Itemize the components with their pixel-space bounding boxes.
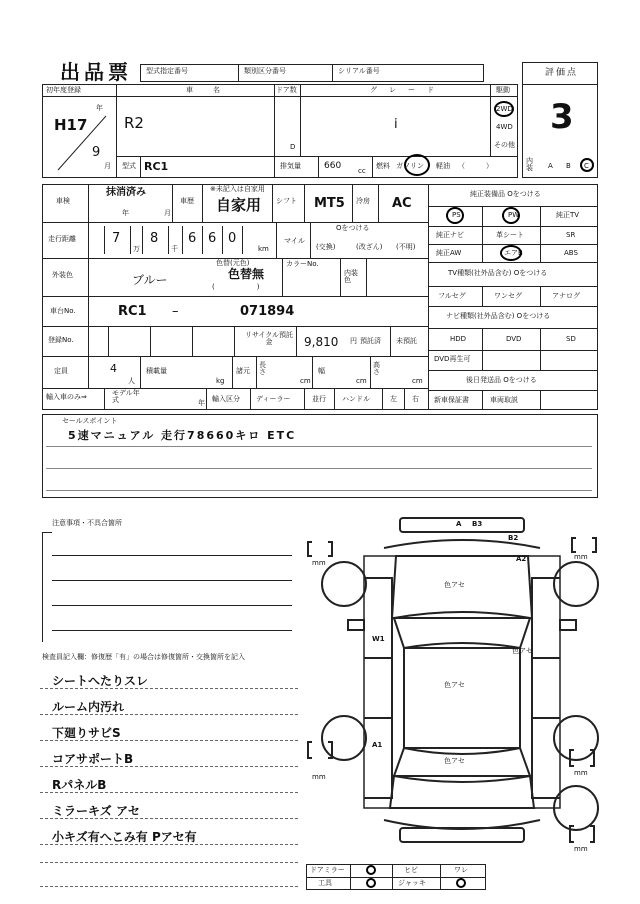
interior-c: C <box>584 162 589 170</box>
after-title: 後日発送品 Oをつける <box>466 376 537 384</box>
remark-item: シートへたりスレ <box>52 674 149 688</box>
interior-label: 内装 <box>526 157 533 172</box>
tv-title: TV種類(社外品含む) Oをつける <box>448 269 548 277</box>
recycle-not-deposited: 未預託 <box>396 337 417 345</box>
fuel-paren: （ ） <box>458 162 493 170</box>
color-change-value: 色替無 <box>228 267 265 281</box>
mileage-label: 走行距離 <box>48 235 76 243</box>
option-sr: SR <box>566 231 576 239</box>
import-model-year: モデル年式 <box>112 389 140 404</box>
car-type: RC1 <box>144 160 169 173</box>
navi-hdd: HDD <box>450 335 467 343</box>
color-label: 外装色 <box>52 271 73 279</box>
notes-label: 注意事項・不具合箇所 <box>52 519 122 527</box>
doors-unit: D <box>290 143 296 151</box>
import-left: 左 <box>390 395 397 403</box>
mileage-opt3: (不明) <box>396 243 416 251</box>
dims-label: 諸元 <box>236 367 250 375</box>
diagram-mm-5: mm <box>574 845 588 853</box>
color-no-label: カラーNo. <box>286 260 319 268</box>
inspection-label: 車検 <box>56 197 70 205</box>
grade-label: グレード <box>370 86 446 94</box>
diagram-mm-1: mm <box>312 559 326 567</box>
interior-a: A <box>548 162 553 170</box>
shift-label: シフト <box>276 197 297 205</box>
option-ps: PS <box>452 211 461 219</box>
mileage-sen: 千 <box>171 245 178 253</box>
fuel-label: 燃料 <box>376 162 390 170</box>
diagram-mm-3: mm <box>312 773 326 781</box>
import-year: 年 <box>198 399 205 407</box>
history-value: 自家用 <box>216 196 262 214</box>
tool-mirror-circle <box>366 865 376 875</box>
sales-point-text: 5速マニュアル 走行78660キロ ETC <box>68 429 297 442</box>
reg-month-suffix: 月 <box>104 162 111 170</box>
drive-4wd: 4WD <box>496 123 513 131</box>
navi-title: ナビ種類(社外品含む) Oをつける <box>446 312 551 320</box>
tool-door-mirror: ドアミラー <box>310 866 345 874</box>
interior-color-label: 内装色 <box>344 269 358 284</box>
mileage-digit-1: 7 <box>112 231 121 246</box>
remark-underline <box>40 740 298 741</box>
dims-length-unit: cm <box>300 377 311 385</box>
remark-item: ルーム内汚れ <box>52 700 125 714</box>
interior-b: B <box>566 162 571 170</box>
remark-underline <box>40 818 298 819</box>
import-label: 輸入車のみ⇒ <box>46 393 87 401</box>
tv-fullseg: フルセグ <box>438 292 466 300</box>
car-type-label: 型式 <box>122 162 136 170</box>
dims-height-unit: cm <box>412 377 423 385</box>
chassis-number: 071894 <box>240 304 295 319</box>
tool-jack-circle <box>456 878 466 888</box>
mileage-km: km <box>258 245 269 253</box>
ac-value: AC <box>392 196 412 211</box>
shift-value: MT5 <box>314 196 345 211</box>
diagram-mm-2: mm <box>574 553 588 561</box>
diagram-label-a2: A2 <box>516 555 527 563</box>
remark-underline <box>40 714 298 715</box>
tool-split: ワレ <box>454 866 468 874</box>
import-category: 輸入区分 <box>212 395 240 403</box>
navi-sd: SD <box>566 335 576 343</box>
serial-label: シリアル番号 <box>338 67 380 75</box>
reg-year-suffix: 年 <box>96 104 103 112</box>
category-label: 類別区分番号 <box>244 67 286 75</box>
reg-diagonal <box>54 112 110 174</box>
dims-width-unit: cm <box>356 377 367 385</box>
inspection-year: 年 <box>122 209 129 217</box>
remark-underline <box>40 844 298 845</box>
diagram-label-b2: B2 <box>508 534 519 542</box>
mileage-man: 万 <box>133 245 140 253</box>
header-fields <box>140 64 484 82</box>
reg-month: 9 <box>92 145 101 160</box>
color-change-label: 色替(元色) <box>216 259 250 267</box>
option-pw: PW <box>508 211 520 219</box>
recycle-unit: 円 <box>350 337 357 345</box>
diagram-fade-right: 色アセ <box>512 647 533 655</box>
displacement-value: 660 <box>324 161 342 171</box>
recycle-deposited: 預託済 <box>360 337 381 345</box>
option-airbag-circle <box>500 245 522 261</box>
diagram-label-w1: W1 <box>372 635 385 643</box>
option-navi: 純正ナビ <box>436 231 464 239</box>
import-parallel: 並行 <box>312 395 326 403</box>
diagram-fade-roof: 色アセ <box>444 681 465 689</box>
score-value: 3 <box>550 97 574 137</box>
mileage-digit-3: 6 <box>188 231 197 246</box>
drive-other: その他 <box>494 141 515 149</box>
score-label: 評価点 <box>545 68 579 78</box>
history-label: 車歴 <box>180 197 194 205</box>
after-manual: 車両取説 <box>490 396 518 404</box>
chassis-dash: – <box>172 304 179 319</box>
ac-label: 冷房 <box>356 197 370 205</box>
option-pw-circle <box>502 207 520 224</box>
diagram-label-b3: B3 <box>472 520 483 528</box>
diagram-fade-hood: 色アセ <box>444 581 465 589</box>
remark-item: RパネルB <box>52 778 107 792</box>
option-airbag: エアB <box>504 249 523 257</box>
drive-label: 駆動 <box>496 86 510 94</box>
mileage-digit-2: 8 <box>150 231 159 246</box>
interior-c-circle <box>580 158 594 172</box>
color-paren: ( ) <box>212 283 260 291</box>
recycle-label: リサイクル預託金 <box>244 331 294 346</box>
remark-item: 下廻りサビS <box>52 726 121 740</box>
capacity-value: 4 <box>110 362 117 375</box>
tv-oneseg: ワンセグ <box>494 292 522 300</box>
history-note: ※未記入は自家用 <box>210 185 265 193</box>
displacement-label: 排気量 <box>280 162 301 170</box>
recycle-value: 9,810 <box>304 335 339 349</box>
options-title: 純正装備品 Oをつける <box>470 190 541 198</box>
option-tv: 純正TV <box>556 211 580 219</box>
after-warranty: 新車保証書 <box>434 396 469 404</box>
car-name: R2 <box>124 114 144 132</box>
sales-point-label: セールスポイント <box>62 417 118 425</box>
mileage-circle-note: Oをつける <box>336 224 370 232</box>
dims-length: 長さ <box>259 361 266 376</box>
tool-crack: ヒビ <box>404 866 418 874</box>
option-leather: 革シート <box>496 231 524 239</box>
displacement-unit: cc <box>358 167 366 175</box>
form-title: 出品票 <box>60 60 132 84</box>
diagram-label-a1: A1 <box>372 741 383 749</box>
inspection-month: 月 <box>164 209 171 217</box>
fuel-diesel: 軽油 <box>436 162 450 170</box>
dvd-playback: DVD再生可 <box>434 355 471 363</box>
doors-label: ドア数 <box>276 86 297 94</box>
drive-2wd-circle <box>494 101 514 117</box>
mileage-opt1: (交換) <box>316 243 336 251</box>
fuel-gasoline-circle <box>404 154 430 176</box>
import-dealer: ディーラー <box>256 395 291 403</box>
diagram-label-a: A <box>456 520 462 528</box>
reg-era: H17 <box>54 116 88 134</box>
grade-value: i <box>394 117 398 132</box>
dims-height: 高さ <box>373 361 380 376</box>
load-unit: kg <box>216 377 225 385</box>
tv-analog: アナログ <box>552 292 580 300</box>
tool-tool-circle <box>366 878 376 888</box>
model-cert-label: 型式指定番号 <box>146 67 188 75</box>
diagram-fade-trunk: 色アセ <box>444 757 465 765</box>
remark-item: ミラーキズ アセ <box>52 804 140 818</box>
capacity-unit: 人 <box>128 377 135 385</box>
color-value: ブルー <box>132 273 168 287</box>
remark-item: コアサポートB <box>52 752 134 766</box>
car-name-label: 車名 <box>186 86 240 94</box>
navi-dvd: DVD <box>506 335 522 343</box>
import-handle: ハンドル <box>342 395 370 403</box>
registration-label: 登録No. <box>48 336 74 344</box>
dims-width: 幅 <box>318 367 325 375</box>
mileage-digit-4: 6 <box>208 231 217 246</box>
option-abs: ABS <box>564 249 578 257</box>
load-label: 積載量 <box>146 367 167 375</box>
diagram-mm-4: mm <box>574 769 588 777</box>
mileage-digit-5: 0 <box>228 231 237 246</box>
fuel-gasoline: ガソリン <box>396 162 424 170</box>
first-reg-label: 初年度登録 <box>46 86 81 94</box>
inspection-value: 抹消済み <box>106 187 146 198</box>
inspector-label: 検査員記入欄：修復歴「有」の場合は修復箇所・交換箇所を記入 <box>42 653 245 661</box>
mileage-mile: マイル <box>284 237 305 245</box>
tool-jack: ジャッキ <box>398 879 426 887</box>
tool-tool: 工具 <box>318 879 332 887</box>
mileage-opt2: (改ざん) <box>356 243 383 251</box>
option-ps-circle <box>446 207 464 224</box>
remark-underline <box>40 688 298 689</box>
option-aw: 純正AW <box>436 249 462 257</box>
chassis-label: 車台No. <box>50 307 76 315</box>
remark-item: 小キズ有へこみ有 Pアセ有 <box>52 830 197 844</box>
chassis-prefix: RC1 <box>118 304 147 319</box>
capacity-label: 定員 <box>54 367 68 375</box>
remark-underline <box>40 766 298 767</box>
drive-2wd: 2WD <box>496 105 513 113</box>
import-right: 右 <box>412 395 419 403</box>
sales-point-box <box>42 414 598 498</box>
remark-underline <box>40 792 298 793</box>
